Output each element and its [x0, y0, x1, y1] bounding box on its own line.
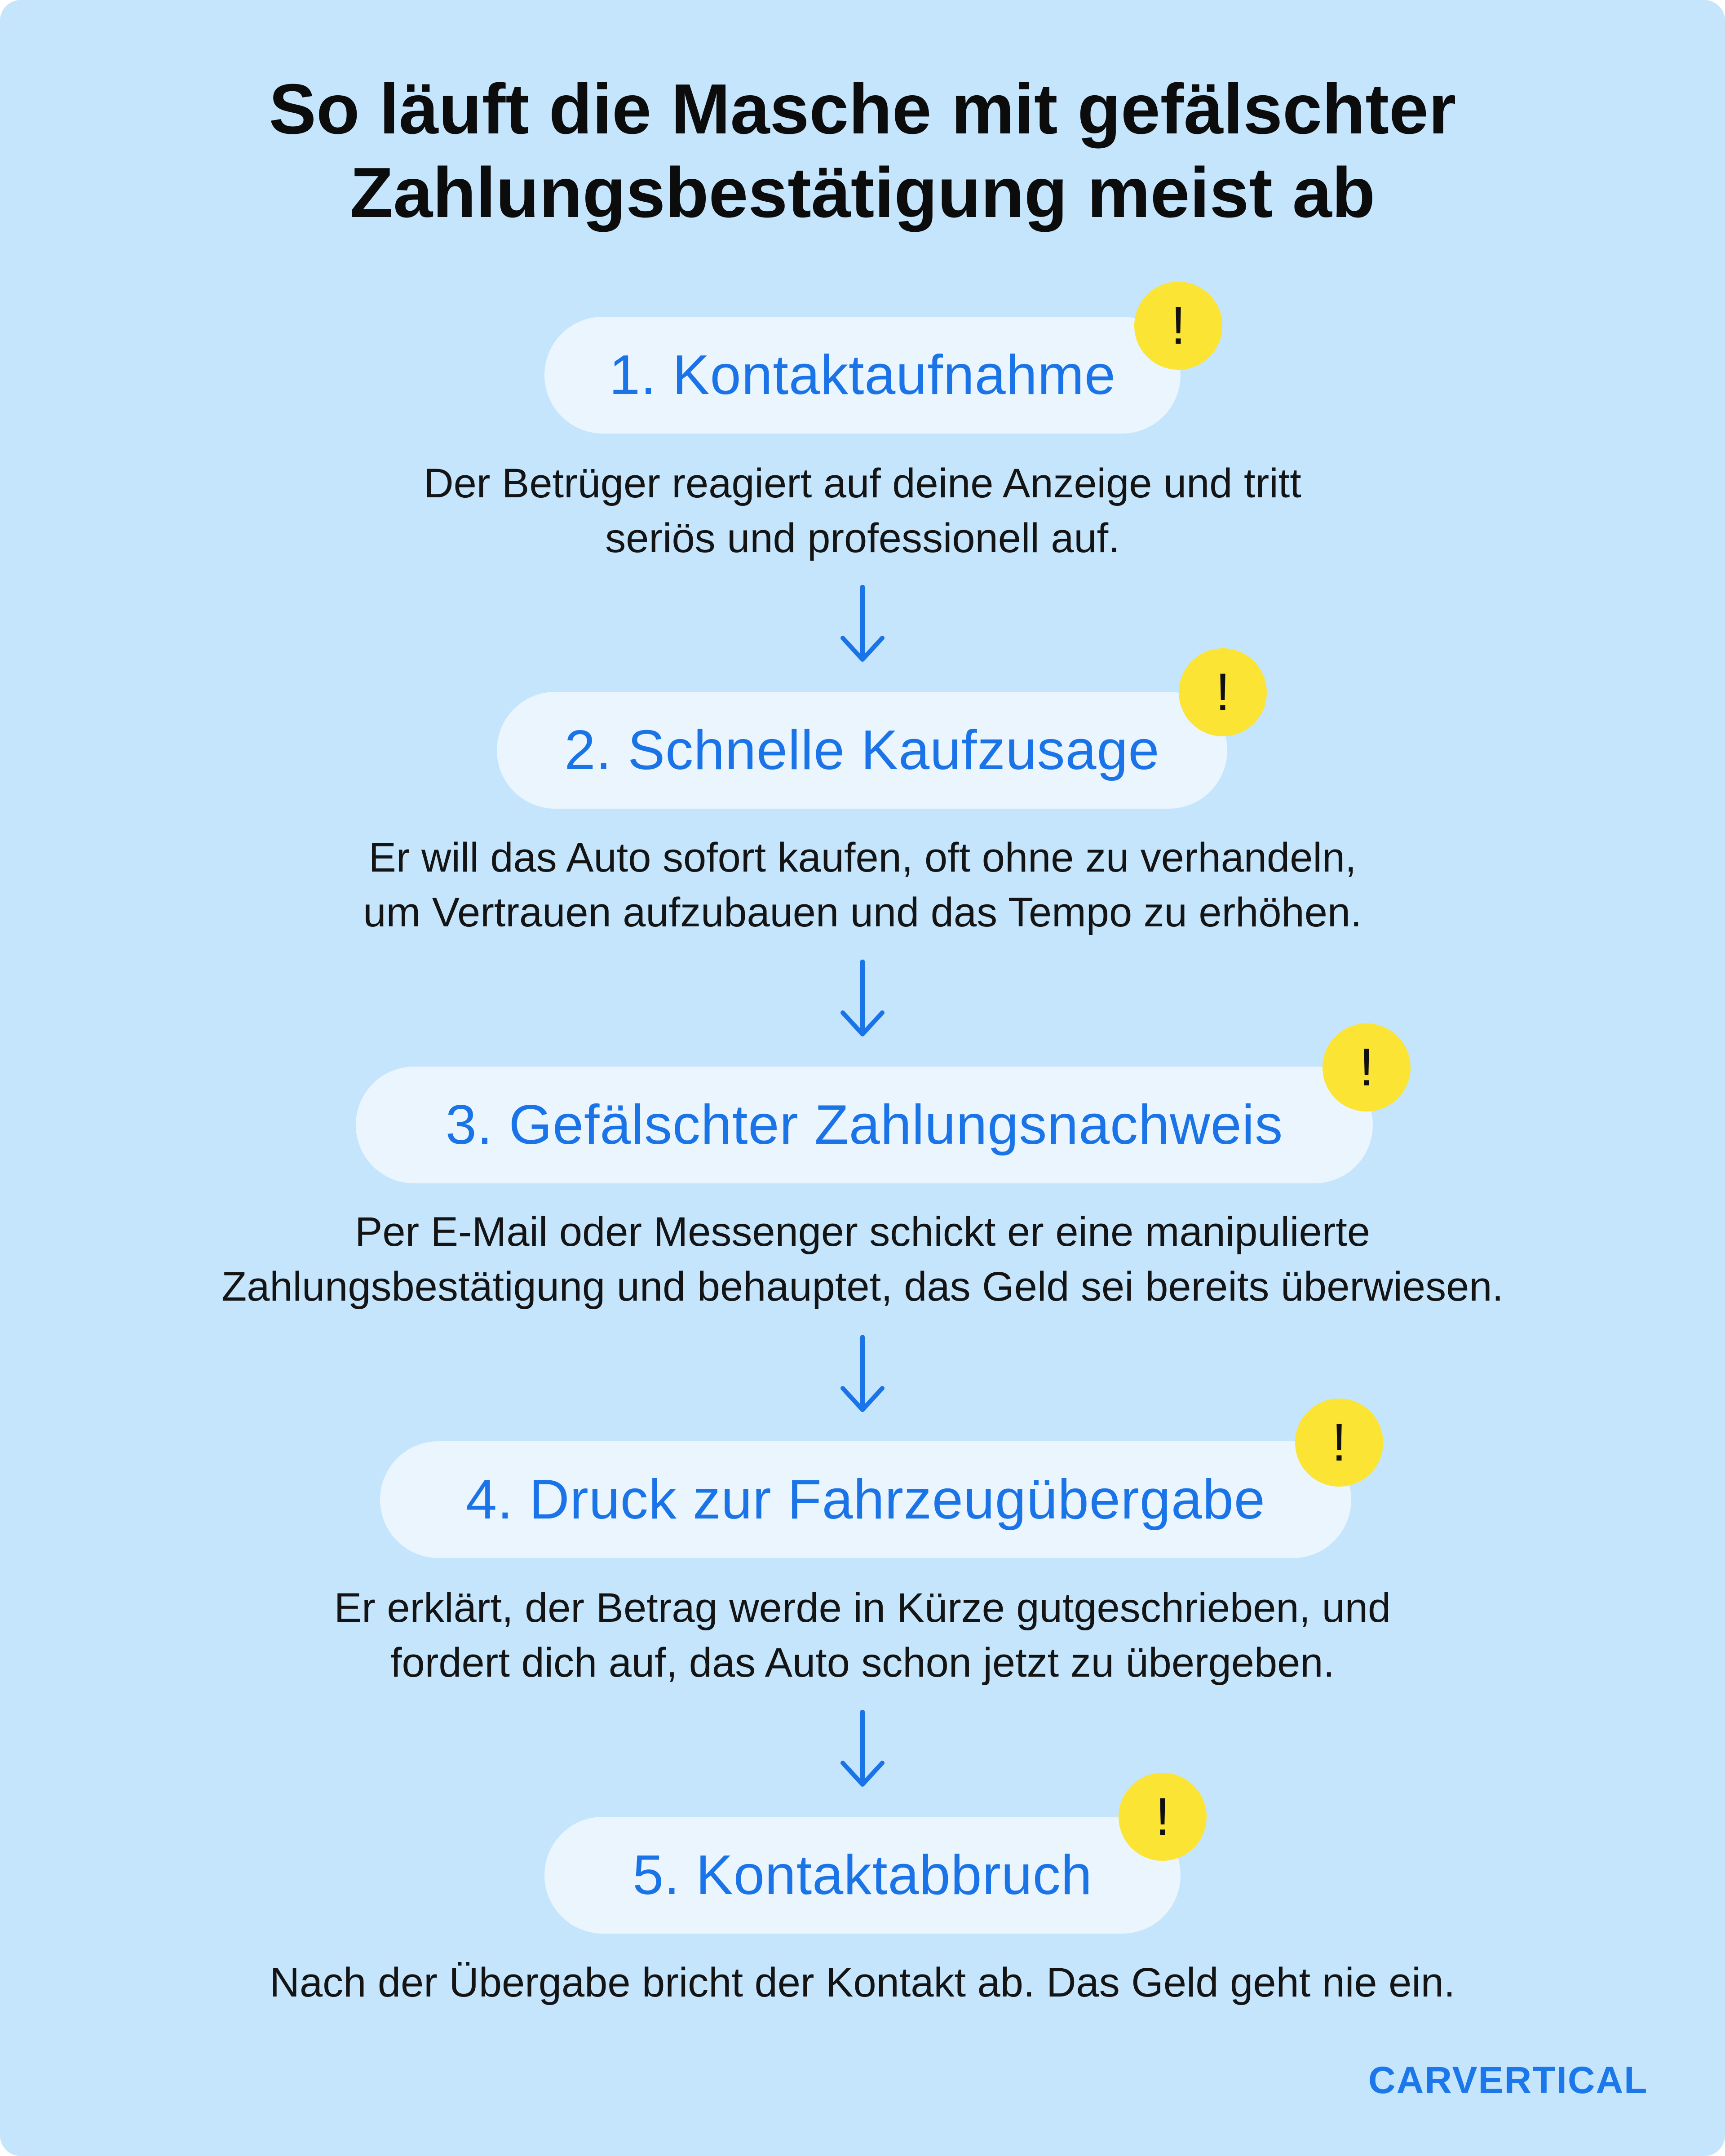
step-5-label: 5. Kontaktabbruch — [632, 1844, 1092, 1906]
arrow-down-icon — [837, 960, 888, 1039]
step-4-pill — [380, 1441, 1351, 1558]
step-3-description: Per E-Mail oder Messenger schickt er eine manipulierte Zahlungsbestätigung und behauptet, das Geld sei bereits überwiesen. — [221, 1209, 1504, 1310]
warning-badge-icon: ! — [1134, 282, 1222, 370]
step-1-label: 1. Kontaktaufnahme — [609, 344, 1116, 406]
title-line-1: So läuft die Masche mit gefälschter — [269, 70, 1456, 149]
arrow-down-icon — [837, 1335, 888, 1414]
step-4-description: Er erklärt, der Betrag werde in Kürze gutgeschrieben, und fordert dich auf, das Auto schon jetzt zu übergeben. — [334, 1585, 1391, 1686]
warning-badge-icon: ! — [1179, 648, 1267, 736]
carvertical-logo: CARVERTICAL — [1368, 2059, 1648, 2101]
warning-badge-icon: ! — [1322, 1023, 1411, 1111]
step-5-description: Nach der Übergabe bricht der Kontakt ab. Das Geld geht nie ein. — [270, 1960, 1455, 2005]
arrow-down-icon — [837, 1710, 888, 1789]
step-2-label: 2. Schnelle Kaufzusage — [564, 719, 1160, 781]
step-1-pill — [544, 317, 1181, 434]
step-5-pill — [544, 1817, 1181, 1934]
page-title — [0, 67, 1725, 235]
step-3-label: 3. Gefälschter Zahlungsnachweis — [445, 1094, 1283, 1156]
title-line-2: Zahlungsbestätigung meist ab — [349, 153, 1376, 232]
warning-badge-icon: ! — [1295, 1399, 1383, 1487]
step-3-pill — [356, 1067, 1373, 1183]
arrow-down-icon — [837, 585, 888, 664]
step-2-description: Er will das Auto sofort kaufen, oft ohne zu verhandeln, um Vertrauen aufzubauen und das Tempo zu erhöhen. — [363, 835, 1362, 935]
warning-badge-icon: ! — [1119, 1773, 1207, 1861]
step-1-description: Der Betrüger reagiert auf deine Anzeige und tritt seriös und professionell auf. — [424, 460, 1301, 561]
step-2-pill — [497, 692, 1227, 809]
step-4-label: 4. Druck zur Fahrzeugübergabe — [466, 1469, 1265, 1531]
